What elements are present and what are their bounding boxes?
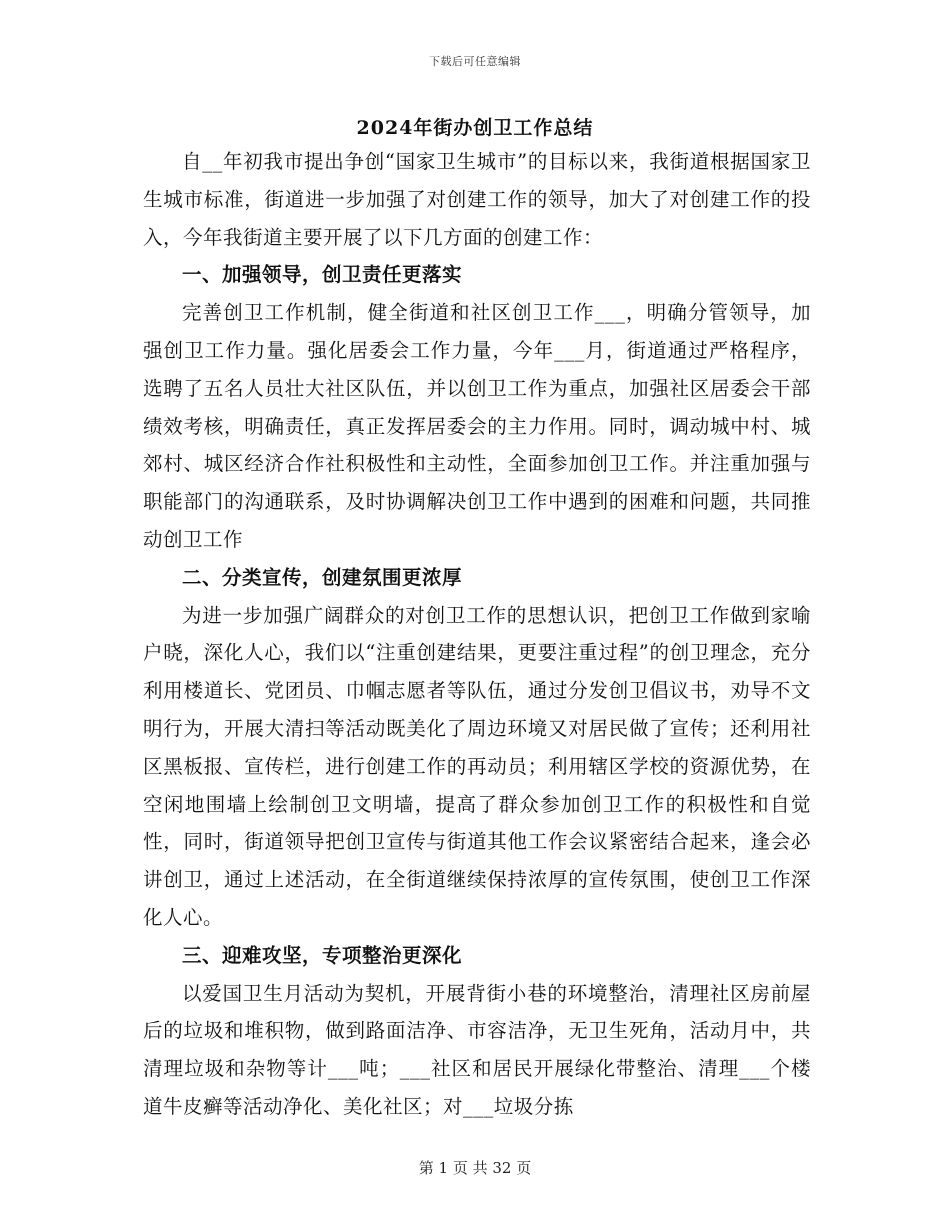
document-body [143,143,811,1126]
section-2-body: 为进一步加强广阔群众的对创卫工作的思想认识，把创卫工作做到家喻户晓，深化人心，我们以“注重创建结果，更要注重过程”的创卫理念，充分利用楼道长、党团员、巾帼志愿者等队伍，通过分发创卫倡议书，劝导不文明行为，开展大清扫等活动既美化了周边环境又对居民做了宣传；还利用社区黑板报、宣传栏，进行创建工作的再动员；利用辖区学校的资源优势，在空闲地围墙上绘制创卫文明墙，提高了群众参加创卫工作的积极性和自觉性，同时，街道领导把创卫宣传与街道其他工作会议紧密结合起来，逢会必讲创卫，通过上述活动，在全街道继续保持浓厚的宣传氛围，使创卫工作深化人心。 [143,603,811,929]
document-title: 2024年街办创卫工作总结 [356,117,594,139]
section-2-heading: 二、分类宣传，创建氛围更浓厚 [182,565,463,589]
section-1-heading: 一、加强领导，创卫责任更落实 [182,263,463,287]
section-1-body: 完善创卫工作机制，健全街道和社区创卫工作___，明确分管领导，加强创卫工作力量。强化居委会工作力量，今年___月，街道通过严格程序，选聘了五名人员壮大社区队伍，并以创卫工作为重点，加强社区居委会干部绩效考核，明确责任，真正发挥居委会的主力作用。同时，调动城中村、城郊村、城区经济合作社积极性和主动性，全面参加创卫工作。并注重加强与职能部门的沟通联系，及时协调解决创卫工作中遇到的困难和问题，共同推动创卫工作 [143,301,811,551]
intro-paragraph: 自__年初我市提出争创“国家卫生城市”的目标以来，我街道根据国家卫生城市标准，街道进一步加强了对创建工作的领导，加大了对创建工作的投入，今年我街道主要开展了以下几方面的创建工作： [143,150,811,249]
page-header-note: 下载后可任意编辑 [429,55,521,68]
section-3-body: 以爱国卫生月活动为契机，开展背街小巷的环境整治，清理社区房前屋后的垃圾和堆积物，做到路面洁净、市容洁净，无卫生死角，活动月中，共清理垃圾和杂物等计___吨；___社区和居民开展绿化带整治、清理___个楼道牛皮癣等活动净化、美化社区；对___垃圾分拣 [143,981,811,1118]
page-indicator: 第 1 页 共 32 页 [418,1159,532,1177]
section-3-heading: 三、迎难攻坚，专项整治更深化 [182,943,463,967]
